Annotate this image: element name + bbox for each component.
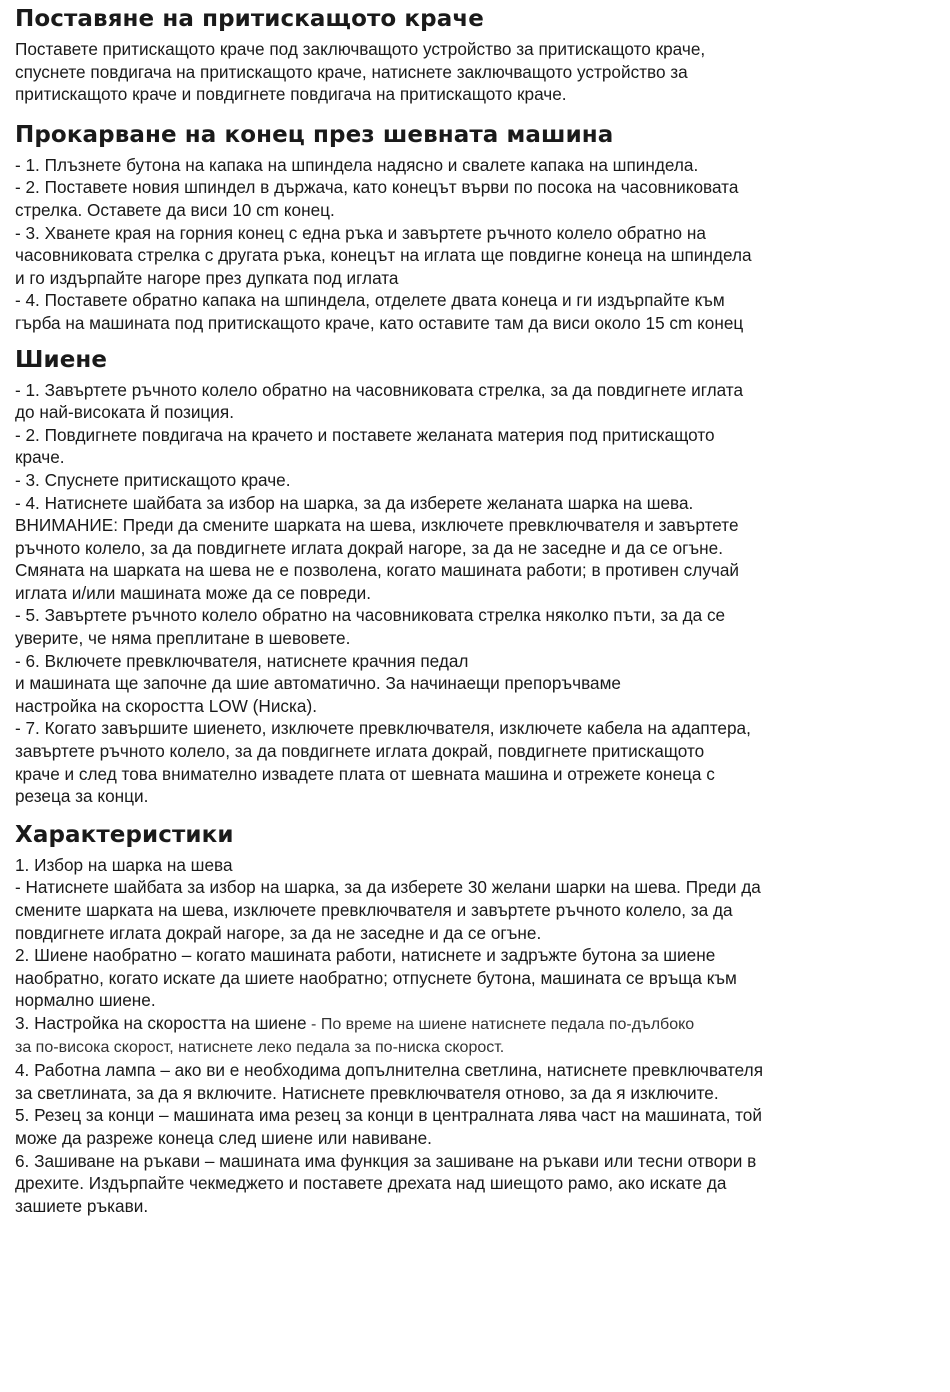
paragraph-line: 2. Шиене наобратно – когато машината работи, натиснете и задръжте бутона за шиене: [15, 945, 716, 966]
paragraph-line: - 1. Плъзнете бутона на капака на шпиндела надясно и свалете капака на шпиндела.: [15, 154, 699, 175]
paragraph-line: Поставете притискащото краче под заключващото устройство за притискащото краче,: [15, 39, 706, 59]
paragraph-line: краче.: [15, 447, 65, 468]
paragraph-line: може да разреже конеца след шиене или навиване.: [15, 1127, 432, 1148]
speed-setting-lead: 3. Настройка на скоростта на шиене: [15, 1012, 307, 1033]
paragraph-line: завъртете ръчното колело, за да повдигнете иглата докрай, повдигнете притискащото: [15, 741, 705, 762]
paragraph-line: - 2. Поставете новия шпиндел в държача, като конецът върви по посока на часовниковата: [15, 177, 739, 198]
paragraph-line: и го издърпайте нагоре през дупката под иглата: [15, 267, 399, 288]
paragraph-line: Смяната на шарката на шева не е позволена, когато машината работи; в противен случай: [15, 560, 740, 581]
section-threading: [15, 120, 927, 335]
paragraph-line: 1. Избор на шарка на шева: [15, 854, 233, 875]
section-heading: Поставяне на притискащото краче: [15, 6, 484, 32]
paragraph-line: уверите, че няма преплитане в шевовете.: [15, 628, 351, 649]
paragraph-line: - Натиснете шайбата за избор на шарка, за да изберете 30 желани шарки на шева. Преди да: [15, 877, 761, 898]
paragraph-line: 6. Зашиване на ръкави – машината има функция за зашиване на ръкави или тесни отвори в: [15, 1150, 757, 1171]
paragraph-line: нормално шиене.: [15, 990, 156, 1011]
paragraph-line: краче и след това внимателно извадете плата от шевната машина и отрежете конеца с: [15, 763, 715, 784]
paragraph-line: гърба на машината под притискащото краче, като оставите там да виси около 15 cm конец: [15, 312, 744, 333]
paragraph-line: за светлината, за да я включите. Натиснете превключвателя отново, за да я изключите.: [15, 1082, 719, 1103]
speed-setting-tail: - По време на шиене натиснете педала по-дълбоко: [306, 1015, 695, 1033]
paragraph-line: наобратно, когато искате да шиете наобратно; отпуснете бутона, машината се връща към: [15, 967, 737, 988]
speed-setting-line: [15, 1012, 927, 1037]
paragraph-line: - 1. Завъртете ръчното колело обратно на часовниковата стрелка, за да повдигнете иглата: [15, 379, 744, 400]
paragraph-line: смените шарката на шева, изключете превключвателя и завъртете ръчното колело, за да: [15, 900, 733, 920]
paragraph-line: 4. Работна лампа – ако ви е необходима допълнителна светлина, натиснете превключвателя: [15, 1060, 763, 1081]
section-features: [15, 820, 927, 1218]
paragraph-line: - 3. Хванете края на горния конец с една ръка и завъртете ръчното колело обратно на: [15, 222, 706, 243]
paragraph-line: иглата и/или машината може да се повреди.: [15, 582, 371, 603]
paragraph-line: - 2. Повдигнете повдигача на крачето и поставете желаната материя под притискащото: [15, 424, 715, 445]
paragraph-line: дрехите. Издърпайте чекмеджето и поставете дрехата над шиещото рамо, ако искате да: [15, 1173, 727, 1194]
paragraph-line: - 4. Натиснете шайбата за избор на шарка, за да изберете желаната шарка на шева.: [15, 492, 694, 513]
paragraph-line: повдигнете иглата докрай нагоре, за да не заседне и да се огъне.: [15, 922, 542, 943]
section-sewing: [15, 345, 927, 808]
paragraph-line: стрелка. Оставете да виси 10 cm конец.: [15, 199, 335, 220]
paragraph-line: и машината ще започне да шие автоматично. За начинаещи препоръчваме: [15, 673, 621, 694]
document-page: [15, 4, 927, 1217]
paragraph-line: 5. Резец за конци – машината има резец за конци в централната лява част на машината, той: [15, 1105, 762, 1126]
paragraph-line: до най-високата й позиция.: [15, 402, 234, 423]
paragraph-line: резеца за конци.: [15, 786, 149, 807]
section-heading: Характеристики: [15, 821, 234, 848]
paragraph-line: часовниковата стрелка с другата ръка, конецът на иглата ще повдигне конеца на шпиндела: [15, 245, 752, 266]
paragraph-line: спуснете повдигача на притискащото краче, натиснете заключващото устройство за: [15, 61, 688, 82]
paragraph-line: - 4. Поставете обратно капака на шпиндела, отделете двата конеца и ги издърпайте към: [15, 290, 725, 311]
paragraph-line: - 5. Завъртете ръчното колело обратно на часовниковата стрелка няколко пъти, за да се: [15, 605, 726, 626]
section-presser-foot: [15, 4, 927, 106]
section-heading: Прокарване на конец през шевната машина: [15, 121, 614, 148]
speed-setting-continuation: за по-висока скорост, натиснете леко педала за по-ниска скорост.: [15, 1038, 505, 1056]
paragraph-line: ръчното колело, за да повдигнете иглата докрай нагоре, за да не заседне и да се огъне.: [15, 537, 723, 558]
section-heading: Шиене: [15, 346, 108, 373]
paragraph-line: притискащото краче и повдигнете повдигача на притискащото краче.: [15, 84, 567, 105]
paragraph-line: настройка на скоростта LOW (Ниска).: [15, 695, 317, 716]
paragraph-line: - 6. Включете превключвателя, натиснете крачния педал: [15, 650, 469, 671]
paragraph-line: зашиете ръкави.: [15, 1195, 149, 1216]
paragraph-line: - 7. Когато завършите шиенето, изключете превключвателя, изключете кабела на адаптера,: [15, 718, 751, 739]
paragraph-line: ВНИМАНИЕ: Преди да смените шарката на шева, изключете превключвателя и завъртете: [15, 515, 739, 536]
paragraph-line: - 3. Спуснете притискащото краче.: [15, 469, 291, 490]
